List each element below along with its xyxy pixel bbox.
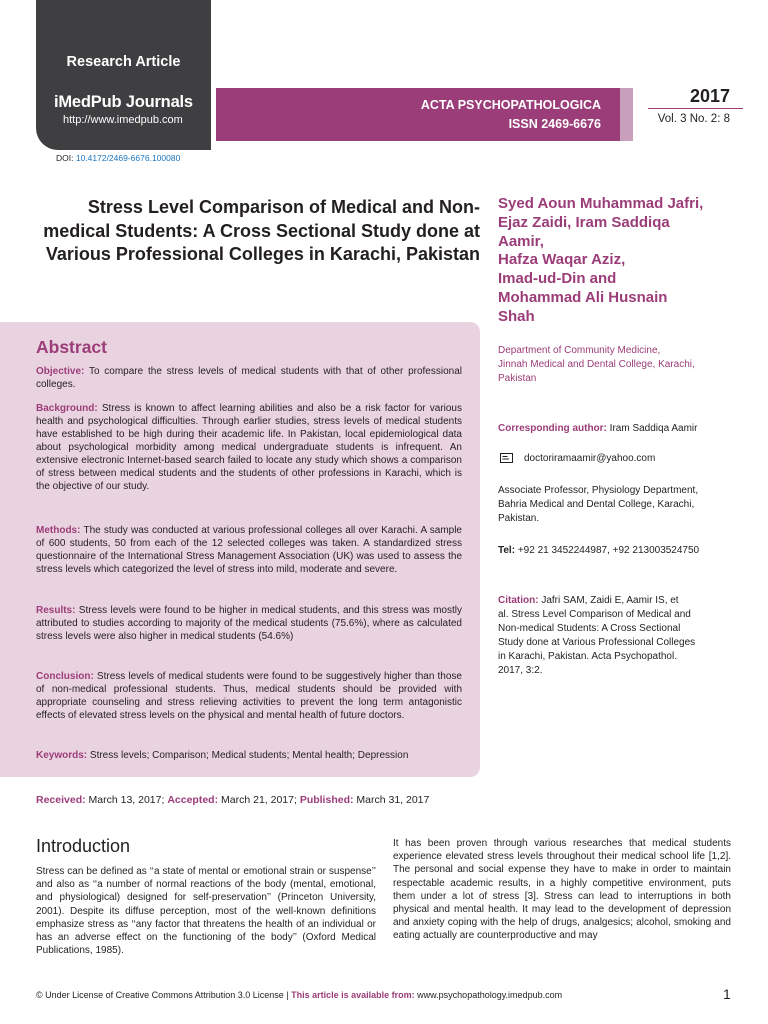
affiliation-line: Jinnah Medical and Dental College, Karachi, <box>498 359 695 370</box>
received-date: March 13, 2017; <box>85 794 168 806</box>
introduction-paragraph-left: Stress can be defined as ‘‘a state of mental or emotional strain or suspense’’ and also as ‘‘a number of normal reactions of the body (mental, emotional, and physiological) designed for self-preservation’’ (Princeton University, 2001). Despite its diffuse perception, most of the well-known definitions emphasize stress as ‘‘any factor that threatens the health of an individual or has an adverse effect on the functioning of the body’’ (Oxford Medical Publications, 1985). <box>36 866 376 957</box>
footer-license <box>36 990 562 1000</box>
conclusion-label: Conclusion: <box>36 671 94 682</box>
publisher-url-link[interactable]: http://www.imedpub.com <box>63 114 183 126</box>
abstract-methods <box>36 524 462 576</box>
position-line: Associate Professor, Physiology Department, <box>498 485 699 496</box>
banner-accent-strip <box>620 88 633 141</box>
citation <box>498 594 738 678</box>
publisher-logo-box <box>36 0 211 150</box>
journal-name: ACTA PSYCHOPATHOLOGICA <box>420 98 601 112</box>
doi-label: DOI: <box>56 153 76 163</box>
background-label: Background: <box>36 403 98 414</box>
email-link[interactable]: doctoriramaamir@yahoo.com <box>524 453 656 464</box>
author-line: Imad-ud-Din and <box>498 270 617 288</box>
affiliation <box>498 344 738 386</box>
doi-link[interactable]: 10.4172/2469-6676.100080 <box>75 153 181 163</box>
received-label: Received: <box>36 794 86 806</box>
doi-line <box>56 153 180 163</box>
citation-line: Jafri SAM, Zaidi E, Aamir IS, et <box>538 595 679 606</box>
introduction-paragraph-right: It has been proven through various researches that medical students experience elevated stress levels throughout their medical school life [1,2]. The personal and social expense they have to make in order to maintain respectable academic results, in a highly competitive environment, puts them under a lot of stress [3]. Stress can lead to interruptions in both physical and mental health. It may lead to the development of depression and anxiety coping with the help of drugs, analgesics; alcohol, smoking and eating actually are counterproductive and may <box>393 838 731 942</box>
author-line: Ejaz Zaidi, Iram Saddiqa <box>498 213 670 231</box>
corresponding-author <box>498 422 738 436</box>
journal-issn: ISSN 2469-6676 <box>508 117 601 131</box>
available-label: This article is available from: <box>291 990 415 1000</box>
keywords-label: Keywords: <box>36 750 88 761</box>
affiliation-line: Pakistan <box>498 373 537 384</box>
article-type-label: Research Article <box>66 54 181 70</box>
objective-label: Objective: <box>36 366 85 377</box>
citation-line: Non-medical Students: A Cross Sectional <box>498 623 681 634</box>
author-position <box>498 484 738 526</box>
conclusion-text: Stress levels of medical students were found to be suggestively higher than those of non-medical professional students. Thus, medical students should be provided with appropriate counseling and stress relieving activities to prevent the long term antagonistic effects of elevated stress levels on the physical and mental health of future doctors. <box>36 671 462 721</box>
citation-label: Citation: <box>498 595 539 606</box>
available-url-link[interactable]: www.psychopathology.imedpub.com <box>414 990 563 1000</box>
citation-line: Study done at Various Professional Colleges <box>498 637 696 648</box>
corresponding-name: Iram Saddiqa Aamir <box>606 423 698 434</box>
volume-info: Vol. 3 No. 2: 8 <box>657 113 730 125</box>
corresponding-label: Corresponding author: <box>498 423 607 434</box>
keywords-text: Stress levels; Comparison; Medical students; Mental health; Depression <box>87 750 409 761</box>
abstract-conclusion <box>36 670 462 722</box>
citation-line: 2017, 3:2. <box>498 665 543 676</box>
email-icon <box>500 453 513 463</box>
author-list <box>498 195 748 327</box>
position-line: Pakistan. <box>498 513 540 524</box>
results-text: Stress levels were found to be higher in medical students, and this stress was mostly attributed to studies according to majority of the medical students (75.6%), where as calculated stress levels were also higher in medical students (54.6%) <box>36 605 462 642</box>
abstract-objective <box>36 365 462 391</box>
methods-label: Methods: <box>36 525 81 536</box>
tel-numbers: +92 21 3452244987, +92 213003524750 <box>515 545 700 556</box>
methods-text: The study was conducted at various professional colleges all over Karachi. A sample of 600 students, 50 from each of the 12 selected colleges was taken. A standardized stress questionnaire of the International Stress Management Association (UK) was used to assess the stress levels which categorized the level of stress into mild, moderate and severe. <box>36 525 462 575</box>
objective-text: To compare the stress levels of medical students with that of other professional colleges. <box>36 366 462 390</box>
abstract-keywords <box>36 749 462 762</box>
published-label: Published: <box>299 794 354 806</box>
author-line: Shah <box>498 307 535 325</box>
license-text: © Under License of Creative Commons Attribution 3.0 License <box>36 990 284 1000</box>
introduction-heading: Introduction <box>36 836 131 856</box>
author-line: Hafza Waqar Aziz, <box>498 251 626 269</box>
telephone <box>498 544 738 558</box>
abstract-background <box>36 402 462 493</box>
accepted-label: Accepted: <box>167 794 219 806</box>
affiliation-line: Department of Community Medicine, <box>498 345 661 356</box>
page-number: 1 <box>723 986 731 1002</box>
citation-line: in Karachi, Pakistan. Acta Psychopathol. <box>498 651 677 662</box>
journal-banner <box>216 88 620 141</box>
author-line: Syed Aoun Muhammad Jafri, <box>498 195 704 212</box>
publication-year: 2017 <box>689 86 730 106</box>
author-line: Mohammad Ali Husnain <box>498 288 668 306</box>
accepted-date: March 21, 2017; <box>218 794 300 806</box>
results-label: Results: <box>36 605 76 616</box>
citation-line: al. Stress Level Comparison of Medical and <box>498 609 691 620</box>
article-title: Stress Level Comparison of Medical and Non-medical Students: A Cross Sectional Study done at Various Professional Colleges in Karachi, Pakistan <box>43 197 480 264</box>
tel-label: Tel: <box>498 545 516 556</box>
article-dates <box>36 794 429 806</box>
abstract-heading: Abstract <box>36 337 107 357</box>
author-line: Aamir, <box>498 232 544 250</box>
header-divider <box>648 108 743 109</box>
publisher-brand: iMedPub Journals <box>54 93 193 111</box>
background-text: Stress is known to affect learning abilities and also be a risk factor for various health and psychological difficulties. Through earlier studies, stress levels of medical students have established to be high during their academic life. In Pakistan, local epidemiological data about psychological morbidity among medical undergraduate students is infrequent. An extensive electronic Internet-based search failed to locate any study which shows a comparison of stress between medical students and the students of other professions in Karachi, which is the objective of our study. <box>36 403 462 492</box>
published-date: March 31, 2017 <box>353 794 430 806</box>
abstract-results <box>36 604 462 643</box>
footer-separator: | <box>283 990 292 1000</box>
position-line: Bahria Medical and Dental College, Karachi, <box>498 499 695 510</box>
